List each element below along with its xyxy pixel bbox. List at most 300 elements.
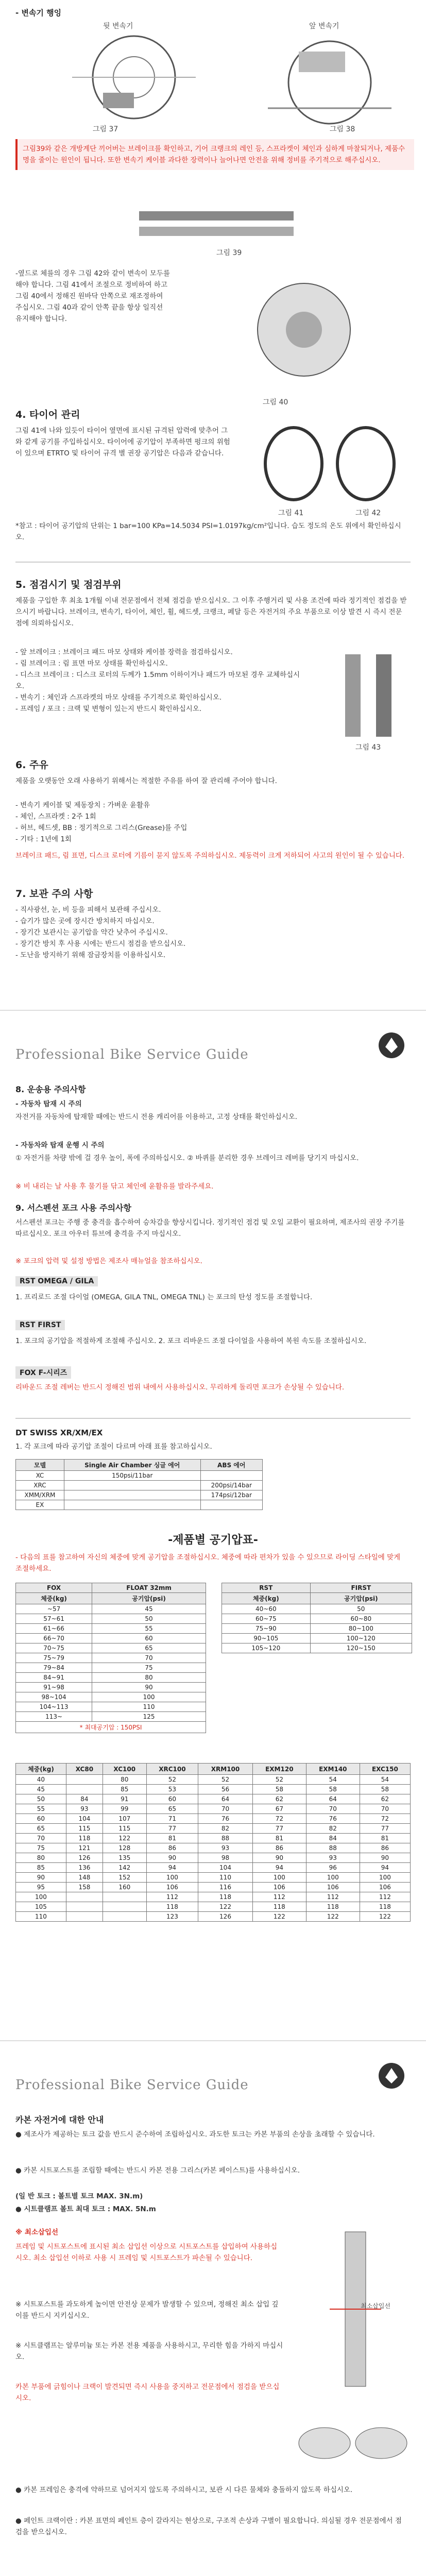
list-item: - 체인, 스프라켓 : 2주 1회 <box>15 812 96 821</box>
table-cell: 136 <box>66 1863 103 1873</box>
dt-swiss-paragraph: 1. 각 포크에 따라 공기압 조절이 다르며 아래 표를 참고하십시오. <box>15 1443 212 1451</box>
table-header: XC100 <box>103 1764 146 1775</box>
table-cell: 110 <box>16 1912 66 1922</box>
table-cell: 86 <box>360 1843 410 1853</box>
suspension-red-note: ※ 포크의 압력 및 설정 방법은 제조사 매뉴얼을 참조하십시오. <box>15 1257 202 1265</box>
table-cell: ~57 <box>16 1604 92 1614</box>
rst-first-paragraph: 1. 포크의 공기압을 적절하게 조절해 주십시오. 2. 포크 리바운드 조절 다이얼을 사용하여 복원 속도를 조절하십시오. <box>15 1337 367 1345</box>
table-cell <box>103 1892 146 1902</box>
table-cell <box>103 1902 146 1912</box>
min-insert-paragraph: 프레임 및 시트포스트에 표시된 최소 삽입선 이상으로 시트포스트를 삽입하여 사용하십시오. 최소 삽입선 이하로 사용 시 프레임 및 시트포스트가 파손될 수 있습니다. <box>15 2243 278 2262</box>
table-header: 체중(kg) <box>16 1593 92 1604</box>
lube-title: 6. 주유 <box>15 759 48 771</box>
table-cell: 50 <box>92 1614 206 1624</box>
table-cell: 115 <box>103 1824 146 1834</box>
list-item: - 기타 : 1년에 1회 <box>15 835 72 843</box>
table-cell: 80 <box>103 1775 146 1785</box>
table-cell: 76 <box>198 1814 253 1824</box>
fox-table-body <box>16 1604 206 1722</box>
table-row <box>16 1624 206 1634</box>
tire-illustration <box>252 422 407 505</box>
table-cell: 50 <box>310 1604 412 1614</box>
carbon-torque-line-2: ● 시트클램프 볼트 최대 토크 : MAX. 5N.m <box>15 2205 156 2213</box>
table-row <box>16 1794 411 1804</box>
table-cell: 56 <box>198 1785 253 1794</box>
carbon-para-1: ● 제조사가 제공하는 토크 값을 반드시 준수하여 조립하십시오. 과도한 토크는 카본 부품의 손상을 초래할 수 있습니다. <box>15 2130 375 2139</box>
table-cell: 64 <box>306 1794 360 1804</box>
table-header: XC80 <box>66 1764 103 1775</box>
front-label: 뒷 변속기 <box>103 22 133 30</box>
rear-derailleur-illustration <box>41 21 227 134</box>
table-row <box>222 1643 412 1653</box>
table-cell: 158 <box>66 1883 103 1892</box>
table-cell: 107 <box>103 1814 146 1824</box>
table-cell: 75 <box>92 1663 206 1673</box>
table-row <box>222 1604 412 1614</box>
table-row <box>16 1804 411 1814</box>
tire-note: *참고 : 타이어 공기압의 단위는 1 bar=100 KPa=14.5034 PSI=1.0197kg/cm²입니다. 습도 정도의 온도 위에서 확인하십시오. <box>15 522 401 541</box>
table-cell: 77 <box>360 1824 410 1834</box>
fig-43-label: 그림 43 <box>355 743 381 752</box>
table-cell: 116 <box>198 1883 253 1892</box>
dt-model-table <box>15 1459 263 1510</box>
transport-sub-2: - 자동차와 탑재 운행 시 주의 <box>15 1141 105 1149</box>
table-cell <box>66 1902 103 1912</box>
table-row <box>16 1673 206 1683</box>
table-header: Single Air Chamber 싱글 에어 <box>64 1460 200 1471</box>
table-cell: 57~61 <box>16 1614 92 1624</box>
table-cell: 105~120 <box>222 1643 311 1653</box>
table-cell: 104~113 <box>16 1702 92 1712</box>
table-cell: 65 <box>92 1643 206 1653</box>
table-cell: 110 <box>92 1702 206 1712</box>
table-cell: 77 <box>146 1824 198 1834</box>
table-cell: 65 <box>16 1824 66 1834</box>
table-cell: 84 <box>66 1794 103 1804</box>
table-cell: 123 <box>146 1912 198 1922</box>
table-row <box>222 1624 412 1634</box>
table-cell: 90 <box>92 1683 206 1692</box>
table-cell: 122 <box>103 1834 146 1843</box>
table-header: 공기압(psi) <box>310 1593 412 1604</box>
table-cell: 152 <box>103 1873 146 1883</box>
table-cell: 58 <box>360 1785 410 1794</box>
table-cell: 70 <box>306 1804 360 1814</box>
table-header: FIRST <box>310 1583 412 1593</box>
table-cell: 106 <box>306 1883 360 1892</box>
table-row <box>16 1775 411 1785</box>
table-cell: 80 <box>92 1673 206 1683</box>
table-cell: 160 <box>103 1883 146 1892</box>
table-cell: 45 <box>92 1604 206 1614</box>
table-cell: 82 <box>198 1824 253 1834</box>
table-cell: 52 <box>252 1775 306 1785</box>
table-cell: 100~120 <box>310 1634 412 1643</box>
table-cell: 100 <box>252 1873 306 1883</box>
fox-table-note: * 최대공기압 : 150PSI <box>16 1722 206 1733</box>
table-row <box>16 1702 206 1712</box>
carbon-para-2: ● 카본 시트포스트를 조립할 때에는 반드시 카본 전용 그리스(카본 페이스트)를 사용하십시오. <box>15 2166 300 2175</box>
section-title: - 변속기 행잉 <box>15 8 62 18</box>
table-row <box>16 1912 411 1922</box>
table-row <box>16 1843 411 1853</box>
storage-title: 7. 보관 주의 사항 <box>15 888 93 900</box>
table-cell: 82 <box>306 1824 360 1834</box>
brake-pad-illustration <box>330 649 407 742</box>
table-cell: 81 <box>252 1834 306 1843</box>
table-cell: 100 <box>146 1873 198 1883</box>
table-cell: 67 <box>252 1804 306 1814</box>
table-cell: 60 <box>146 1794 198 1804</box>
table-cell: 71 <box>146 1814 198 1824</box>
table-cell: 94 <box>360 1863 410 1873</box>
table-cell: 126 <box>198 1912 253 1922</box>
clamp-illustration <box>288 2412 412 2474</box>
table-cell: 70 <box>92 1653 206 1663</box>
lube-paragraph: 제품을 오랫동안 오래 사용하기 위해서는 적절한 주유를 하여 잘 관리해 주어야 합니다. <box>15 777 277 785</box>
tire-paragraph: 그림 41에 나와 있듯이 타이어 옆면에 표시된 규격된 압력에 맞추어 그와 같게 공기를 주입하십시오. 타이어에 공기압이 부족하면 펑크의 위험이 있으며 ETRTO 및 타이어 규격 별 권장 공기압은 다음과 같습니다. <box>15 427 230 457</box>
table-cell: 75~79 <box>16 1653 92 1663</box>
table-cell: 62 <box>252 1794 306 1804</box>
fig-40-label: 그림 40 <box>263 398 288 406</box>
table-cell: 72 <box>252 1814 306 1824</box>
table-header: EXC150 <box>360 1764 410 1775</box>
table-cell: 121 <box>66 1843 103 1853</box>
table-cell: 126 <box>66 1853 103 1863</box>
page-2 <box>0 1010 426 2041</box>
table-cell: 122 <box>360 1912 410 1922</box>
list-item: - 림 브레이크 : 림 표면 마모 상태를 확인하십시오. <box>15 659 168 668</box>
transport-title: 8. 운송용 주의사항 <box>15 1084 86 1094</box>
table-cell: 118 <box>252 1902 306 1912</box>
table-cell: 148 <box>66 1873 103 1883</box>
guide-header: Professional Bike Service Guide <box>15 1047 249 1062</box>
table-cell: 104 <box>198 1863 253 1873</box>
dt-table-head <box>16 1764 411 1775</box>
table-cell: 100 <box>92 1692 206 1702</box>
page-3 <box>0 2040 426 2576</box>
table-cell: 142 <box>103 1863 146 1873</box>
list-item: - 변속기 : 체인과 스프라켓의 마모 상태를 주기적으로 확인하십시오. <box>15 693 222 702</box>
brand-logo-icon <box>378 2062 405 2090</box>
table-row <box>16 1712 206 1722</box>
table-cell: 93 <box>198 1843 253 1853</box>
table-cell: 94 <box>146 1863 198 1873</box>
table-cell: 105 <box>16 1902 66 1912</box>
table-cell: 118 <box>146 1902 198 1912</box>
page-1 <box>0 0 426 1010</box>
list-item: - 도난을 방지하기 위해 잠금장치를 이용하십시오. <box>15 951 166 959</box>
table-cell <box>66 1892 103 1902</box>
table-cell: 90~105 <box>222 1634 311 1643</box>
list-item: - 앞 브레이크 : 브레이크 패드 마모 상태와 케이블 장력을 점검하십시오. <box>15 648 233 656</box>
table-cell: 70~75 <box>16 1643 92 1653</box>
table-row <box>16 1785 411 1794</box>
table-cell: 54 <box>306 1775 360 1785</box>
table-cell: 75~90 <box>222 1624 311 1634</box>
guide-header: Professional Bike Service Guide <box>15 2077 249 2093</box>
table-cell: 128 <box>103 1843 146 1853</box>
inspect-paragraph: 제품을 구입한 후 최초 1개월 이내 전문점에서 전체 점검을 받으십시오. 그 이후 주행거리 및 사용 조건에 따라 정기적인 점검을 받으시기 바랍니다. 브레이크, 변속기, 타이어, 체인, 휠, 헤드셋, 크랭크, 페달 등은 자전거의 주요 부품으로 이상 발견 시 즉시 전문점에 의뢰하십시오. <box>15 597 407 628</box>
table-row <box>16 1634 206 1643</box>
table-cell: 95 <box>16 1883 66 1892</box>
table-row <box>16 1873 411 1883</box>
carbon-para-3: ※ 시트포스트를 과도하게 높이면 안전상 문제가 발생할 수 있으며, 정해진 최소 삽입 깊이를 반드시 지키십시오. <box>15 2300 279 2320</box>
table-row: XC 150psi/11bar <box>16 1471 263 1481</box>
min-insert-title: ※ 최소삽입선 <box>15 2228 59 2236</box>
table-cell: 112 <box>146 1892 198 1902</box>
list-item: - 습기가 많은 곳에 장시간 방치하지 마십시오. <box>15 917 155 925</box>
table-row <box>16 1824 411 1834</box>
table-cell: 70 <box>198 1804 253 1814</box>
table-cell: 115 <box>66 1824 103 1834</box>
transport-para-1: 자전거를 자동차에 탑재할 때에는 반드시 전용 캐리어를 이용하고, 고정 상태를 확인하십시오. <box>15 1113 298 1121</box>
table-header: XRC100 <box>146 1764 198 1775</box>
carbon-torque-line: (일 반 토크 : 볼트별 토크 MAX. 3N.m) <box>15 2192 143 2200</box>
warning-box: 그림39와 같은 개방계단 끼어버는 브레이크를 확인하고, 기어 크랭크의 레인 등, 스프라켓이 체인과 심하게 마찰되거나, 제품수명을 줄이는 원인이 됩니다. 또한 변속기 케이블 과다한 장력이나 늘어나면 안전을 위해 정비를 주기적으로 해주십시오. <box>15 139 414 170</box>
dt-swiss-title: DT SWISS XR/XM/EX <box>15 1428 103 1437</box>
table-cell: 106 <box>146 1883 198 1892</box>
table-cell: 61~66 <box>16 1624 92 1634</box>
table-cell: 100 <box>306 1873 360 1883</box>
dt-table-body <box>16 1775 411 1922</box>
inspect-title: 5. 점검시기 및 점검부위 <box>15 579 122 590</box>
table-cell: 65 <box>146 1804 198 1814</box>
table-cell: 64 <box>198 1794 253 1804</box>
fig-38-label: 그림 38 <box>330 125 355 133</box>
min-insert-label: 최소삽입선 <box>361 2302 390 2310</box>
fig-42-label: 그림 42 <box>355 509 381 517</box>
transport-red-note: ※ 비 내리는 날 사용 후 물기를 닦고 체인에 윤활유를 발라주세요. <box>15 1182 214 1191</box>
table-cell: 120~150 <box>310 1643 412 1653</box>
table-cell: 93 <box>66 1804 103 1814</box>
table-cell: 122 <box>252 1912 306 1922</box>
table-cell: 58 <box>252 1785 306 1794</box>
table-header: 체중(kg) <box>16 1764 66 1775</box>
table-cell: 90 <box>16 1873 66 1883</box>
table-cell: 40~60 <box>222 1604 311 1614</box>
dt-pressure-table <box>15 1763 411 1922</box>
fox-red-note: 리바운드 조절 레버는 반드시 정해진 범위 내에서 사용하십시오. 무리하게 돌리면 포크가 손상될 수 있습니다. <box>15 1383 345 1392</box>
table-header: XRM100 <box>198 1764 253 1775</box>
table-cell: 112 <box>360 1892 410 1902</box>
table-cell <box>66 1912 103 1922</box>
table-cell: 62 <box>360 1794 410 1804</box>
rst-pressure-table <box>221 1583 412 1653</box>
table-cell: 60~80 <box>310 1614 412 1624</box>
table-cell: 118 <box>360 1902 410 1912</box>
table-row <box>16 1863 411 1873</box>
table-cell: 58 <box>306 1785 360 1794</box>
seatpost-illustration <box>299 2227 412 2392</box>
table-row: XMM/XRM 174psi/12bar <box>16 1490 263 1500</box>
table-cell: 45 <box>16 1785 66 1794</box>
table-cell: 72 <box>360 1814 410 1824</box>
table-row <box>16 1663 206 1673</box>
table-row <box>16 1853 411 1863</box>
table-cell: 110 <box>198 1873 253 1883</box>
table-header: ABS 에어 <box>200 1460 262 1471</box>
suspension-title: 9. 서스펜션 포크 사용 주의사항 <box>15 1203 131 1213</box>
carbon-para-5: ● 카본 프레임은 충격에 약하므로 넘어지지 않도록 주의하시고, 보관 시 다른 물체와 충돌하지 않도록 하십시오. <box>15 2486 353 2494</box>
table-cell: 85 <box>16 1863 66 1873</box>
derailleur-closeup <box>201 273 402 386</box>
suspension-paragraph: 서스펜션 포크는 주행 중 충격을 흡수하여 승차감을 향상시킵니다. 정기적인 점검 및 오일 교환이 필요하며, 제조사의 권장 주기를 따르십시오. 포크 아우터 튜브에 충격을 주지 마십시오. <box>15 1218 405 1238</box>
table-cell: 90 <box>146 1853 198 1863</box>
table-cell: 60 <box>92 1634 206 1643</box>
rear-label: 앞 변속기 <box>309 22 339 30</box>
table-cell: 80~100 <box>310 1624 412 1634</box>
adjust-paragraph: -옆드로 체를의 경우 그림 42와 같이 변속이 모두를 해야 합니다. 그림 41에서 조절으로 정비하여 하고 그림 40에서 정해진 원바닥 안쪽으로 재조정하여 주십시오. 그림 40과 같이 안쪽 끝을 항상 일직선 유지해야 합니다. <box>15 269 170 323</box>
table-cell: 122 <box>198 1902 253 1912</box>
table-row: EX <box>16 1500 263 1510</box>
table-row <box>16 1892 411 1902</box>
table-cell: 93 <box>306 1853 360 1863</box>
transport-sub-1: - 자동차 탑재 시 주의 <box>15 1100 82 1108</box>
table-cell: 70 <box>16 1834 66 1843</box>
table-cell: 81 <box>360 1834 410 1843</box>
table-cell: 90 <box>252 1853 306 1863</box>
table-cell: 86 <box>146 1843 198 1853</box>
carbon-para-6: ● 페인트 크랙이란 : 카본 표면의 페인트 층이 갈라지는 현상으로, 구조적 손상과 구별이 필요합니다. 의심될 경우 전문점에서 점검을 받으십시오. <box>15 2517 402 2536</box>
list-item: - 장기간 보관시는 공기압을 약간 낮추어 주십시오. <box>15 928 168 937</box>
table-cell: 55 <box>92 1624 206 1634</box>
table-row <box>16 1883 411 1892</box>
list-item: - 디스크 브레이크 : 디스크 로터의 두께가 1.5mm 이하이거나 패드가 마모된 경우 교체하십시오. <box>15 671 300 690</box>
rst-first-tag: RST FIRST <box>15 1320 65 1330</box>
table-header: EXM120 <box>252 1764 306 1775</box>
table-cell: 54 <box>360 1775 410 1785</box>
table-cell: 118 <box>66 1834 103 1843</box>
table-cell: 112 <box>252 1892 306 1902</box>
table-row <box>16 1902 411 1912</box>
list-item: - 변속기 케이블 및 제동장치 : 가벼운 윤활유 <box>15 801 150 809</box>
table-row: XRC 200psi/14bar <box>16 1481 263 1490</box>
pressure-red-note: - 다음의 표를 참고하여 자신의 체중에 맞게 공기압을 조절하십시오. 체중에 따라 편차가 있을 수 있으므로 라이딩 스타일에 맞게 조절하세요. <box>15 1553 401 1573</box>
table-cell: 55 <box>16 1804 66 1814</box>
table-cell: 50 <box>16 1794 66 1804</box>
table-cell: 70 <box>360 1804 410 1814</box>
transport-para-2: ① 자전거를 차량 밖에 걸 경우 높이, 폭에 주의하십시오. ② 바퀴를 분리한 경우 브레이크 레버를 당기지 마십시오. <box>15 1154 359 1162</box>
table-row <box>16 1834 411 1843</box>
inspect-list <box>15 647 304 715</box>
table-header: 체중(kg) <box>222 1593 311 1604</box>
table-row <box>16 1653 206 1663</box>
table-row <box>222 1614 412 1624</box>
front-derailleur-illustration <box>252 21 407 134</box>
table-cell: 122 <box>306 1912 360 1922</box>
table-row <box>16 1814 411 1824</box>
table-header: EXM140 <box>306 1764 360 1775</box>
table-cell: 66~70 <box>16 1634 92 1643</box>
table-row <box>222 1634 412 1643</box>
table-cell: 52 <box>198 1775 253 1785</box>
list-item: - 직사광선, 눈, 비 등을 피해서 보관해 주십시오. <box>15 906 161 914</box>
table-cell: 81 <box>146 1834 198 1843</box>
table-cell: 53 <box>146 1785 198 1794</box>
carbon-para-4: ※ 시트클램프는 알루미늄 또는 카본 전용 제품을 사용하시고, 무리한 힘을 가하지 마십시오. <box>15 2342 283 2361</box>
table-cell: 96 <box>306 1863 360 1873</box>
table-cell: 100 <box>360 1873 410 1883</box>
fig-41-label: 그림 41 <box>278 509 304 517</box>
table-cell: 40 <box>16 1775 66 1785</box>
rst-table-body <box>222 1604 412 1653</box>
table-cell: 60 <box>16 1814 66 1824</box>
table-header: 공기압(psi) <box>92 1593 206 1604</box>
table-cell: 106 <box>360 1883 410 1892</box>
fox-pressure-table <box>15 1583 206 1733</box>
table-row <box>16 1614 206 1624</box>
table-row <box>16 1683 206 1692</box>
table-cell <box>66 1775 103 1785</box>
fig-39-label: 그림 39 <box>216 249 242 257</box>
table-row <box>16 1604 206 1614</box>
list-item: - 허브, 헤드셋, BB : 정기적으로 그리스(Grease)를 주입 <box>15 824 188 832</box>
table-cell: 118 <box>306 1902 360 1912</box>
divider <box>15 562 411 563</box>
table-row <box>16 1643 206 1653</box>
table-cell: 79~84 <box>16 1663 92 1673</box>
brand-logo-icon <box>378 1031 405 1059</box>
table-cell: 91~98 <box>16 1683 92 1692</box>
table-cell: 99 <box>103 1804 146 1814</box>
table-header: RST <box>222 1583 311 1593</box>
table-cell: 98~104 <box>16 1692 92 1702</box>
storage-list <box>15 904 407 961</box>
table-cell: 52 <box>146 1775 198 1785</box>
table-cell: 113~ <box>16 1712 92 1722</box>
table-cell: 60~75 <box>222 1614 311 1624</box>
table-row <box>16 1692 206 1702</box>
table-cell <box>103 1912 146 1922</box>
table-cell: 76 <box>306 1814 360 1824</box>
lube-warning: 브레이크 패드, 림 표면, 디스크 로터에 기름이 묻지 않도록 주의하십시오. 제동력이 크게 저하되어 사고의 원인이 될 수 있습니다. <box>15 852 405 860</box>
table-cell <box>66 1785 103 1794</box>
table-cell: 106 <box>252 1883 306 1892</box>
table-cell: 91 <box>103 1794 146 1804</box>
pressure-table-title: -제품별 공기압표- <box>168 1534 258 1547</box>
table-header: FLOAT 32mm <box>92 1583 206 1593</box>
fig-37-label: 그림 37 <box>93 125 118 133</box>
divider <box>15 1418 411 1419</box>
table-cell: 100 <box>16 1892 66 1902</box>
table-cell: 90 <box>360 1853 410 1863</box>
rst-omega-paragraph: 1. 프리로드 조절 다이얼 (OMEGA, GILA TNL, OMEGA TNL) 는 포크의 탄성 정도를 조절합니다. <box>15 1293 313 1301</box>
table-cell: 75 <box>16 1843 66 1853</box>
table-cell: 88 <box>306 1843 360 1853</box>
table-header: 모델 <box>16 1460 64 1471</box>
table-cell: 118 <box>198 1892 253 1902</box>
table-cell: 94 <box>252 1863 306 1873</box>
table-cell: 84~91 <box>16 1673 92 1683</box>
table-cell: 88 <box>198 1834 253 1843</box>
list-item: - 프레임 / 포크 : 크랙 및 변형이 있는지 반드시 확인하십시오. <box>15 705 202 713</box>
table-cell: 112 <box>306 1892 360 1902</box>
table-cell: 135 <box>103 1853 146 1863</box>
fox-tag: FOX F-시리즈 <box>15 1366 71 1379</box>
table-header: FOX <box>16 1583 92 1593</box>
table-cell: 86 <box>252 1843 306 1853</box>
carbon-title: 카본 자전거에 대한 안내 <box>15 2115 104 2125</box>
table-cell: 77 <box>252 1824 306 1834</box>
list-item: - 장기간 방치 후 사용 시에는 반드시 점검을 받으십시오. <box>15 940 186 948</box>
rst-omega-tag: RST OMEGA / GILA <box>15 1276 98 1286</box>
table-cell: 104 <box>66 1814 103 1824</box>
table-cell: 125 <box>92 1712 206 1722</box>
carbon-red-note: 카본 부품에 긁힘이나 크랙이 발견되면 즉시 사용을 중지하고 전문점에서 점검을 받으십시오. <box>15 2383 280 2402</box>
lube-list <box>15 800 407 845</box>
table-cell: 98 <box>198 1853 253 1863</box>
